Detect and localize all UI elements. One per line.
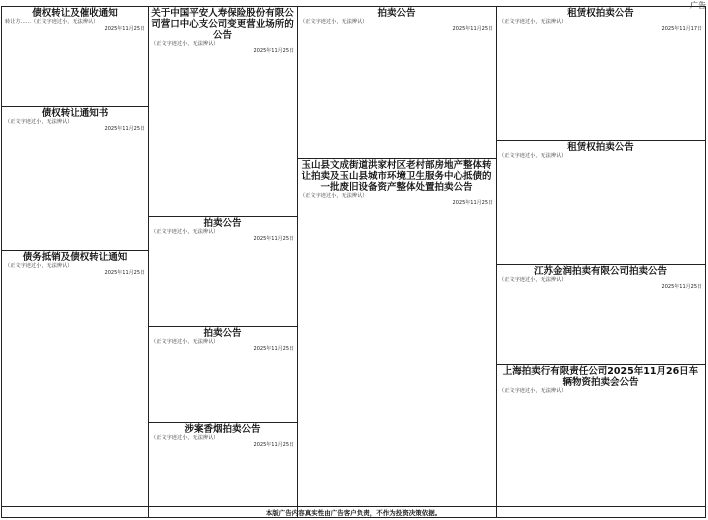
notice-title: 债务抵销及债权转让通知 [22, 252, 128, 263]
notice-body: 转让方……（正文字迹过小，无法辨认） [5, 19, 99, 25]
notice-debt-offset [2, 251, 148, 510]
notice-yushan-auction [297, 159, 496, 510]
notice-body: （正文字迹过小，无法辨认） [300, 193, 368, 199]
notice-signature: 2025年11月25日 [253, 346, 294, 352]
notice-lease-auction-2 [496, 141, 705, 265]
notice-signature: 2025年11月17日 [661, 26, 702, 32]
notice-body: （正文字迹过小，无法辨认） [5, 119, 73, 125]
notice-body: （正文字迹过小，无法辨认） [499, 277, 567, 283]
notice-auction-3 [297, 7, 496, 159]
notice-body: （正文字迹过小，无法辨认） [5, 263, 73, 269]
page-corner-label: 广告 [690, 1, 706, 10]
notice-title: 租赁权拍卖公告 [567, 8, 634, 19]
notice-body: （正文字迹过小，无法辨认） [151, 435, 219, 441]
notice-title: 涉案香烟拍卖公告 [184, 424, 261, 435]
notice-title: 债权转让及催收通知 [32, 8, 118, 19]
notice-lease-auction-1 [496, 7, 705, 141]
notice-signature: 2025年11月25日 [253, 236, 294, 242]
notice-jiangsu-jinrun [496, 265, 705, 365]
notice-signature: 2025年11月25日 [104, 26, 145, 32]
notice-signature: 2025年11月25日 [661, 284, 702, 290]
notice-signature: 2025年11月25日 [253, 442, 294, 448]
notice-signature: 2025年11月25日 [452, 26, 493, 32]
notice-body: （正文字迹过小，无法辨认） [151, 339, 219, 345]
notice-signature: 2025年11月25日 [253, 48, 294, 54]
notice-title: 关于中国平安人寿保险股份有限公司营口中心支公司变更营业场所的公告 [151, 8, 294, 41]
notice-auction-1 [148, 217, 297, 327]
notice-tobacco-auction [148, 423, 297, 510]
notice-signature: 2025年11月25日 [104, 126, 145, 132]
notice-ping-an-relocation [148, 7, 297, 217]
notice-body: （正文字迹过小，无法辨认） [151, 229, 219, 235]
notice-debt-transfer-letter [2, 107, 148, 251]
notice-signature: 2025年11月25日 [104, 270, 145, 276]
notice-debt-transfer [2, 7, 148, 107]
notice-title: 债权转让通知书 [41, 108, 109, 119]
notice-title: 上海拍卖行有限责任公司2025年11月26日车辆物资拍卖会公告 [502, 366, 699, 388]
notice-title: 拍卖公告 [377, 8, 416, 19]
notice-body: （正文字迹过小，无法辨认） [499, 19, 567, 25]
notice-body: （正文字迹过小，无法辨认） [499, 388, 567, 394]
notice-signature: 2025年11月25日 [452, 200, 493, 206]
notice-body: （正文字迹过小，无法辨认） [499, 153, 567, 159]
notice-title: 拍卖公告 [203, 328, 242, 339]
notice-auction-2 [148, 327, 297, 423]
ad-page [1, 6, 706, 518]
notice-shanghai-vehicle-auction [496, 365, 705, 510]
notice-title: 拍卖公告 [203, 218, 242, 229]
page-footer: 本版广告内容真实性由广告客户负责，不作为投资决策依据。 [2, 506, 705, 517]
notice-body: （正文字迹过小，无法辨认） [300, 19, 368, 25]
notice-title: 江苏金润拍卖有限公司拍卖公告 [533, 266, 667, 277]
notice-title: 租赁权拍卖公告 [567, 142, 634, 153]
notice-title: 玉山县文成街道洪家村区老村部房地产整体转让拍卖及玉山县城市环境卫生服务中心抵债的一批废旧设备资产整体处置拍卖公告 [301, 160, 492, 193]
notice-body: （正文字迹过小，无法辨认） [151, 41, 219, 47]
